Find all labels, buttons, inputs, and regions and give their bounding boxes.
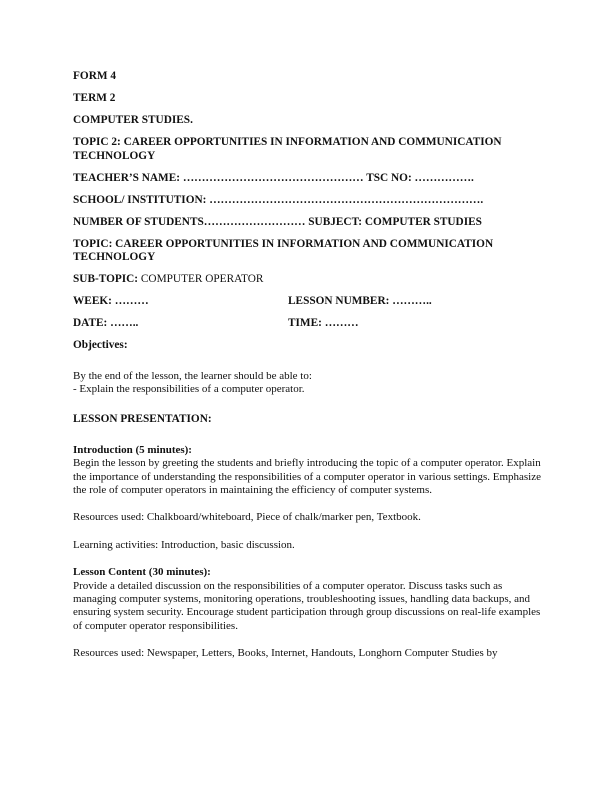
week-field: WEEK: ………: [73, 295, 149, 307]
term-label: TERM 2: [73, 92, 116, 104]
lesson-content-resources: Resources used: Newspaper, Letters, Books, Internet, Handouts, Longhorn Computer Studies by: [73, 647, 498, 660]
form-label: FORM 4: [73, 70, 116, 82]
introduction-resources: Resources used: Chalkboard/whiteboard, Piece of chalk/marker pen, Textbook.: [73, 511, 421, 524]
objectives-item: - Explain the responsibilities of a computer operator.: [73, 383, 305, 396]
introduction-activities: Learning activities: Introduction, basic discussion.: [73, 538, 295, 551]
introduction-text: Begin the lesson by greeting the students and briefly introducing the topic of a computer operator. Explain the importance of understanding the responsibilities of a computer operator in various settings. Emphasize the role of computer operators in maintaining the efficiency of computer systems.: [73, 457, 541, 497]
subject-label: COMPUTER STUDIES.: [73, 114, 193, 126]
subtopic-line: [73, 273, 543, 287]
topic-2-heading: TOPIC 2: CAREER OPPORTUNITIES IN INFORMATION AND COMMUNICATION TECHNOLOGY: [73, 136, 502, 162]
objectives-intro: By the end of the lesson, the learner should be able to:: [73, 370, 312, 382]
lesson-content-heading: Lesson Content (30 minutes):: [73, 566, 211, 579]
students-subject-field: NUMBER OF STUDENTS……………………… SUBJECT: COMPUTER STUDIES: [73, 215, 482, 228]
lesson-content-text: Provide a detailed discussion on the responsibilities of a computer operator. Discuss tasks such as managing computer systems, monitoring operations, troubleshooting issues, handling data backups, and ensuring system security. Encourage student participation through group discussions on real-life examples of computer operator responsibilities.: [73, 579, 541, 632]
time-field: TIME: ………: [288, 317, 359, 329]
date-time-row: [73, 317, 543, 331]
week-lesson-row: [73, 295, 543, 309]
objectives-heading: Objectives:: [73, 339, 128, 351]
lesson-plan: [73, 70, 543, 661]
lesson-presentation-heading: LESSON PRESENTATION:: [73, 412, 212, 425]
lesson-number-field: LESSON NUMBER: ………..: [288, 295, 432, 307]
teacher-name-field: TEACHER’S NAME: ………………………………………… TSC NO: …………….: [73, 171, 474, 184]
topic-heading: TOPIC: CAREER OPPORTUNITIES IN INFORMATION AND COMMUNICATION TECHNOLOGY: [73, 237, 494, 263]
subtopic-value: COMPUTER OPERATOR: [138, 273, 264, 285]
school-field: SCHOOL/ INSTITUTION: ……………………………………………………………….: [73, 193, 484, 206]
date-field: DATE: ……..: [73, 317, 139, 329]
introduction-heading: Introduction (5 minutes):: [73, 443, 192, 456]
subtopic-label: SUB-TOPIC:: [73, 273, 139, 285]
